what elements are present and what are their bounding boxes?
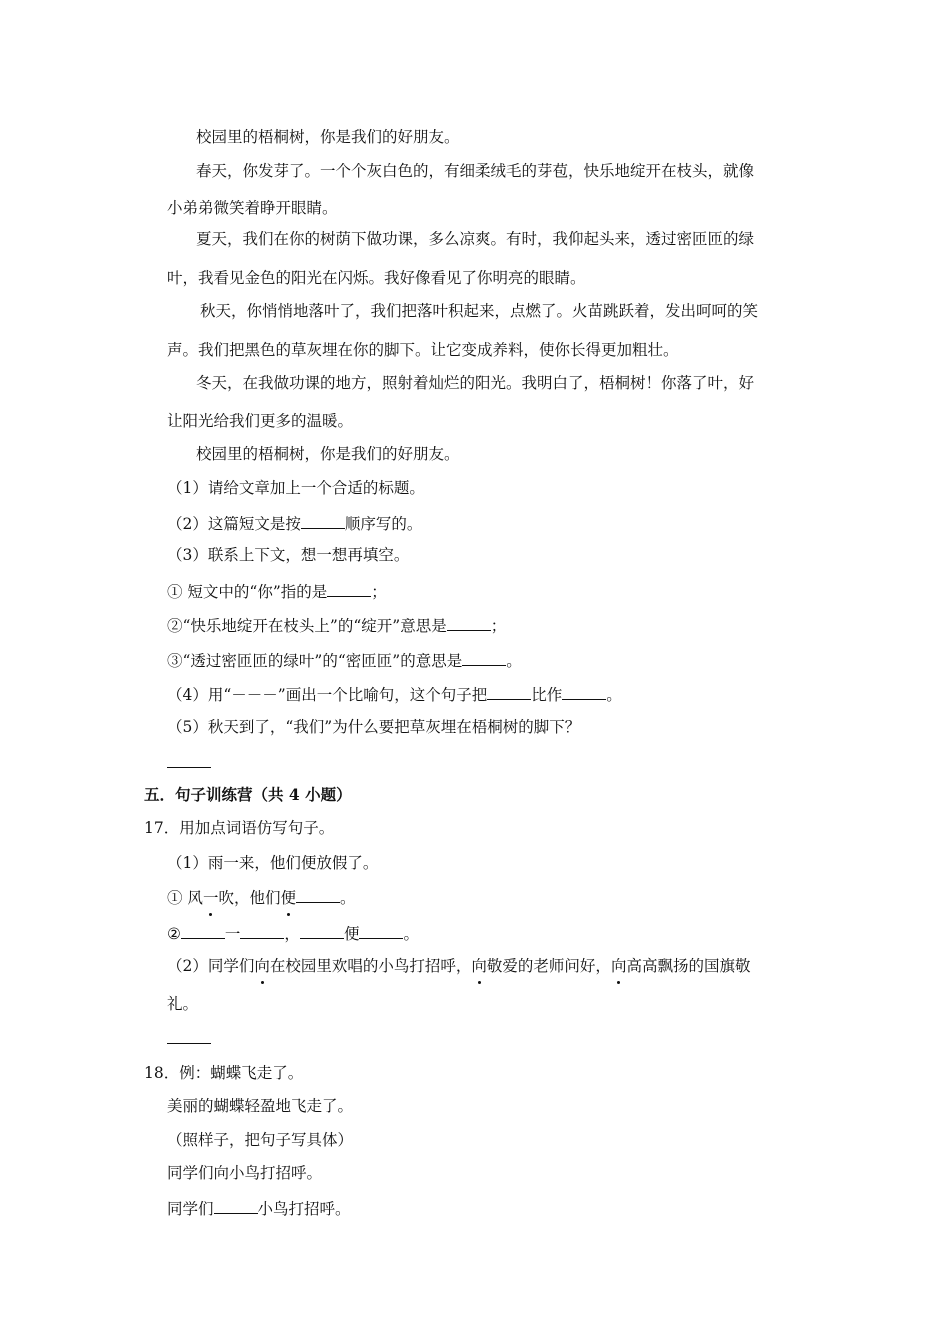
question-3-3: ③“透过密匝匝的绿叶”的“密匝匝”的意思是 。: [167, 649, 522, 671]
question-4: （4）用“－－－”画出一个比喻句，这个句子把 比作 。: [167, 683, 622, 705]
example-sentence: 美丽的蝴蝶轻盈地飞走了。: [167, 1097, 354, 1115]
passage-paragraph-cont: 让阳光给我们更多的温暖。: [167, 412, 354, 430]
question-3-2: ②“快乐地绽开在枝头上”的“绽开”意思是 ；: [167, 614, 506, 636]
question-3: （3）联系上下文，想一想再填空。: [167, 546, 410, 564]
answer-blank[interactable]: [181, 922, 225, 939]
passage-paragraph: 春天，你发芽了。一个个灰白色的，有细柔绒毛的芽苞，快乐地绽开在枝头，就像: [196, 162, 755, 180]
dotted-word: 一: [202, 889, 219, 907]
section-heading: 五．句子训练营（共 4 小题）: [144, 785, 352, 804]
answer-blank[interactable]: [562, 683, 606, 700]
answer-blank[interactable]: [327, 580, 371, 597]
instruction: （照样子，把句子写具体）: [167, 1131, 354, 1149]
question-1: （1）请给文章加上一个合适的标题。: [167, 479, 425, 497]
answer-blank[interactable]: [214, 1197, 258, 1214]
passage-paragraph: 秋天，你悄悄地落叶了，我们把落叶积起来，点燃了。火苗跳跃着，发出呵呵的笑: [200, 302, 759, 320]
dotted-word: 向: [471, 957, 487, 975]
answer-blank[interactable]: [462, 649, 506, 666]
answer-blank[interactable]: [487, 683, 531, 700]
passage-paragraph: 冬天，在我做功课的地方，照射着灿烂的阳光。我明白了，梧桐树！你落了叶，好: [196, 374, 755, 392]
passage-paragraph-cont: 叶，我看见金色的阳光在闪烁。我好像看见了你明亮的眼睛。: [167, 269, 586, 287]
question-17-part-1: （1）雨一来，他们便放假了。: [167, 854, 379, 872]
passage-paragraph: 校园里的梧桐树，你是我们的好朋友。: [196, 128, 460, 146]
question-17-part-2-cont: 礼。: [167, 995, 199, 1013]
answer-blank[interactable]: [240, 922, 284, 939]
question-5: （5）秋天到了，“我们”为什么要把草灰埋在梧桐树的脚下？: [167, 718, 581, 736]
source-sentence: 同学们向小鸟打招呼。: [167, 1164, 323, 1182]
answer-sentence: 同学们 小鸟打招呼。: [167, 1197, 351, 1219]
question-2: （2）这篇短文是按 顺序写的。: [167, 512, 422, 534]
passage-paragraph-cont: 小弟弟微笑着睁开眼睛。: [167, 199, 338, 217]
question-title: 18．例：蝴蝶飞走了。: [144, 1064, 304, 1082]
answer-blank[interactable]: [447, 614, 491, 631]
question-17-part-1-2: ② 一 ， 便 。: [167, 922, 419, 944]
question-17-part-2: （2）同学们向在校园里欢唱的小鸟打招呼，向敬爱的老师问好，向高高飘扬的国旗敬: [167, 957, 751, 975]
answer-line[interactable]: [167, 1043, 211, 1044]
answer-blank[interactable]: [296, 886, 340, 903]
passage-paragraph-cont: 声。我们把黑色的草灰埋在你的脚下。让它变成养料，使你长得更加粗壮。: [167, 341, 679, 359]
answer-line[interactable]: [167, 767, 211, 768]
dotted-word: 向: [254, 957, 270, 975]
answer-blank[interactable]: [300, 922, 344, 939]
question-title: 17．用加点词语仿写句子。: [144, 819, 335, 837]
passage-paragraph: 校园里的梧桐树，你是我们的好朋友。: [196, 445, 460, 463]
answer-blank[interactable]: [301, 512, 345, 529]
question-17-part-1-1: ① 风一吹，他们便 。: [167, 886, 356, 908]
dotted-word: 向: [610, 957, 627, 975]
answer-blank[interactable]: [359, 922, 403, 939]
dotted-word: 便: [280, 889, 296, 907]
question-3-1: ① 短文中的“你”指的是 ；: [167, 580, 387, 602]
passage-paragraph: 夏天，我们在你的树荫下做功课，多么凉爽。有时，我仰起头来，透过密匝匝的绿: [196, 230, 755, 248]
